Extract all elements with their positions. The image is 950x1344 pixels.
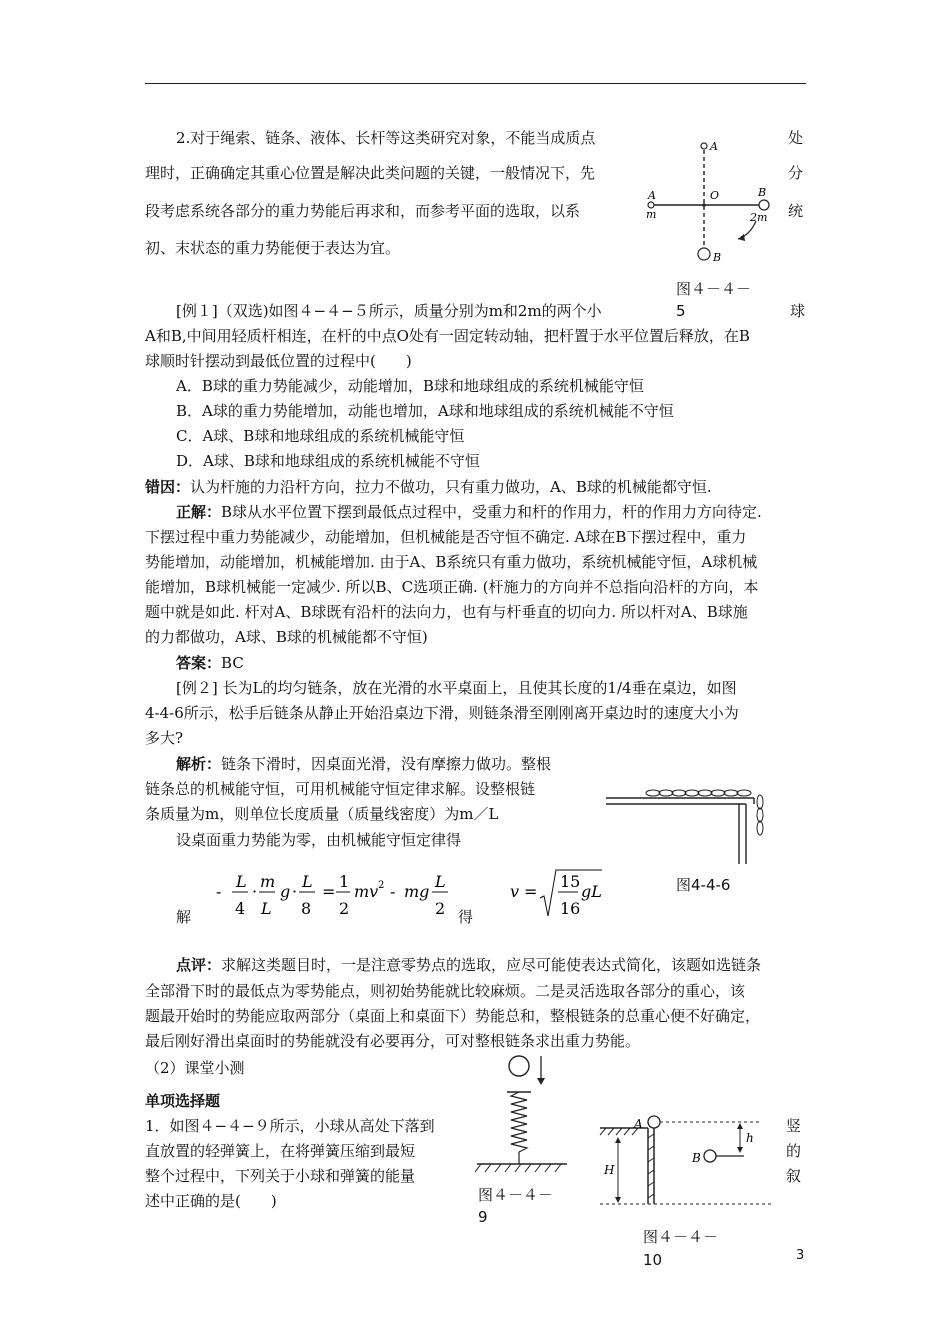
- eq-4-den: 4: [235, 899, 246, 918]
- H-arrow-bottom: [615, 1197, 621, 1203]
- page-number: 3: [796, 1248, 805, 1263]
- example1-option-b: B．A球的重力势能增加，动能也增加，A球和地球组成的系统机械能不守恒: [176, 402, 674, 420]
- figure-4-4-9: [475, 1050, 575, 1182]
- eq-2-den: 2: [339, 899, 350, 918]
- eq-minus: -: [216, 882, 222, 901]
- solution-line3: 势能增加，动能增加，机械能增加. 由于A、B系统只有重力做功，系统机械能守恒，A球机械: [145, 553, 758, 571]
- eq-L1-num: L: [236, 872, 247, 891]
- example1-option-c: C．A球、B球和地球组成的系统机械能守恒: [176, 427, 465, 445]
- q1-tail3: 叙: [786, 1167, 802, 1185]
- error-cause-label: 错因：: [145, 478, 191, 496]
- para2-line2: 理时，正确确定其重心位置是解决此类问题的关键，一般情况下，先: [145, 164, 596, 182]
- header-rule: [145, 83, 806, 84]
- q1-tail2: 的: [786, 1142, 802, 1160]
- h-arrow-bottom: [737, 1147, 743, 1153]
- fig445-caption-line2: 5: [676, 302, 686, 320]
- eq-dot1: ·: [252, 882, 258, 901]
- example1-line3: 球顺时针摆动到最低位置的过程中( ): [145, 352, 412, 370]
- chain-horizontal: [646, 790, 751, 796]
- chain-hanging: [757, 795, 763, 835]
- eq-sq: 2: [378, 880, 385, 891]
- label-b: B: [692, 1151, 701, 1165]
- quiz-subheading: 单项选择题: [145, 1092, 221, 1110]
- ball-a: [648, 1116, 660, 1128]
- fig4410-caption-line2: 10: [643, 1251, 663, 1269]
- eq-gL: gL: [581, 882, 602, 901]
- example1-line1: [例１]（双选)如图４−４−５所示，质量分别为m和2m的两个小: [176, 302, 602, 320]
- fall-arrow-head: [537, 1078, 545, 1085]
- ball-b-right: [759, 200, 769, 210]
- label-H: H: [604, 1163, 615, 1177]
- eq-15-num: 15: [560, 872, 581, 891]
- eq-L4-num: L: [435, 872, 446, 891]
- para2-line2-tail: 分: [788, 164, 804, 182]
- para2-line1-tail: 处: [788, 129, 804, 147]
- para2-line3-tail: 统: [788, 202, 804, 220]
- label-m: m: [646, 208, 657, 221]
- analysis-line4: 设桌面重力势能为零，由机械能守恒定律得: [176, 831, 462, 849]
- error-cause: [145, 474, 712, 500]
- q1-line4: 述中正确的是( ): [145, 1192, 277, 1210]
- fig4410-caption-line1: 图４－４－: [643, 1228, 719, 1246]
- eq-g: g: [280, 882, 291, 901]
- para2-line3: 段考虑系统各部分的重力势能后再求和，而参考平面的选取，以系: [145, 202, 581, 220]
- solve-word: 解: [176, 908, 192, 926]
- ball-b: [704, 1150, 716, 1162]
- q1-line3: 整个过程中，下列关于小球和弹簧的能量: [145, 1167, 416, 1185]
- falling-ball: [509, 1056, 529, 1076]
- eq-mg: mg: [404, 882, 430, 901]
- example2-line3: 多大?: [145, 729, 184, 747]
- ground-hatch: [475, 1164, 561, 1172]
- solution-line1-text: B球从水平位置下摆到最低点过程中，受重力和杆的作用力，杆的作用力方向待定.: [221, 503, 762, 521]
- eq-8-den: 8: [301, 899, 312, 918]
- example2-line2: 4-4-6所示，松手后链条从静止开始沿桌边下滑，则链条滑至刚刚离开桌边时的速度大小为: [145, 704, 739, 722]
- q1-line2: 直放置的轻弹簧上，在将弹簧压缩到最短: [145, 1142, 416, 1160]
- analysis-line2: 链条总的机械能守恒，可用机械能守恒定律求解。设整根链: [145, 780, 536, 798]
- eq-m-num: m: [260, 872, 276, 891]
- comment-line3: 题最开始时的势能应取两部分（桌面上和桌面下）势能总和，整根链条的总重心便不好确定，: [145, 1007, 761, 1025]
- pivot-o: [702, 203, 706, 207]
- example1-option-d: D．A球、B球和地球组成的系统机械能不守恒: [176, 452, 480, 470]
- H-arrow-top: [615, 1137, 621, 1143]
- solution-label: 正解：: [176, 503, 222, 521]
- solution-line6: 的力都做功，A球、B球的机械能都不守恒): [145, 628, 428, 646]
- label-a: A: [634, 1117, 643, 1131]
- figure-4-4-6: [606, 780, 786, 872]
- comment-line1: [176, 952, 761, 978]
- para2-line1: 2.对于绳索、链条、液体、长杆等这类研究对象，不能当成质点: [176, 129, 596, 147]
- ball-a-top: [701, 143, 707, 149]
- error-cause-text: 认为杆施的力沿杆方向，拉力不做功，只有重力做功，A、B球的机械能都守恒.: [190, 478, 712, 496]
- eq-2b-den: 2: [435, 899, 446, 918]
- example1-option-a: A．B球的重力势能减少，动能增加，B球和地球组成的系统机械能守恒: [176, 377, 644, 395]
- para2-line4: 初、末状态的重力势能便于表达为宜。: [145, 239, 401, 257]
- example1-line1-tail: 球: [790, 302, 806, 320]
- comment-label: 点评：: [176, 956, 222, 974]
- analysis-line1: [176, 751, 551, 777]
- quiz-heading: （2）课堂小测: [145, 1059, 245, 1077]
- analysis-line1-text: 链条下滑时，因桌面光滑，没有摩擦力做功。整根: [221, 755, 552, 773]
- label-b-right: B: [758, 186, 767, 199]
- figure-4-4-10: [596, 1108, 776, 1218]
- label-b-bottom: B: [713, 251, 722, 264]
- fig446-caption: 图4-4-6: [676, 876, 731, 894]
- label-a-top: A: [710, 140, 718, 153]
- q1-line1: 1．如图４−４−９所示，小球从高处下落到: [145, 1117, 435, 1135]
- answer: [176, 650, 244, 676]
- label-a-left: A: [648, 189, 656, 202]
- h-arrow-top: [737, 1123, 743, 1129]
- answer-value: BC: [221, 654, 244, 672]
- comment-line1-text: 求解这类题目时，一是注意零势点的选取，应尽可能使表达式简化，该题如选链条: [221, 956, 762, 974]
- example1-line2: A和B,中间用轻质杆相连，在杆的中点O处有一固定转动轴，把杆置于水平位置后释放，在B: [145, 327, 750, 345]
- figure-4-4-5: [640, 135, 780, 275]
- analysis-line3: 条质量为m，则单位长度质量（质量线密度）为m／L: [145, 805, 499, 823]
- comment-line2: 全部滑下时的最低点为零势能点，则初始势能就比较麻烦。二是灵活选取各部分的重心，该: [145, 982, 746, 1000]
- eq-16-den: 16: [560, 899, 581, 918]
- q1-tail1: 竖: [786, 1117, 802, 1135]
- eq-v: v: [510, 882, 520, 901]
- eq-equals: =: [322, 882, 336, 901]
- wall-hatch: [648, 1134, 654, 1198]
- fig449-caption-line1: 图４－４－: [478, 1186, 554, 1204]
- analysis-label: 解析：: [176, 755, 222, 773]
- equation: [210, 866, 610, 924]
- eq-dot2: ·: [292, 882, 298, 901]
- step-top-hatch: [600, 1128, 638, 1135]
- solution-line4: 能增加，B球机械能一定减少. 所以B、C选项正确. (杆施力的方向并不总指向沿杆的方向，本: [145, 578, 759, 596]
- fig445-caption-line1: 图４－４－: [676, 280, 752, 298]
- solution-line2: 下摆过程中重力势能减少，动能增加，但机械能是否守恒不确定. A球在B下摆过程中，重力: [145, 528, 747, 546]
- get-word: 得: [458, 908, 474, 926]
- label-2m: 2m: [750, 211, 768, 224]
- ball-b-bottom: [698, 248, 710, 260]
- comment-line4: 最后刚好滑出桌面时的势能就没有必要再分，可对整根链条求出重力势能。: [145, 1032, 641, 1050]
- label-h: h: [746, 1131, 754, 1145]
- eq-L3-num: L: [302, 872, 313, 891]
- answer-label: 答案：: [176, 654, 222, 672]
- eq-L2-den: L: [261, 899, 272, 918]
- solution-line5: 题中就是如此. 杆对A、B球既有沿杆的法向力，也有与杆垂直的切向力. 所以杆对A、B球施: [145, 603, 748, 621]
- eq-1-num: 1: [339, 872, 350, 891]
- solution-line1: [176, 499, 762, 525]
- label-o: O: [710, 189, 720, 202]
- eq-equals2: =: [524, 882, 538, 901]
- spring-coil: [511, 1092, 527, 1152]
- eq-minus2: -: [390, 882, 396, 901]
- example2-line1: [例２] 长为L的均匀链条，放在光滑的水平桌面上，且使其长度的1/4垂在桌边，如图: [176, 679, 737, 697]
- fig449-caption-line2: 9: [478, 1208, 488, 1226]
- rotation-arrowhead: [738, 234, 745, 241]
- eq-mv: mv: [354, 882, 379, 901]
